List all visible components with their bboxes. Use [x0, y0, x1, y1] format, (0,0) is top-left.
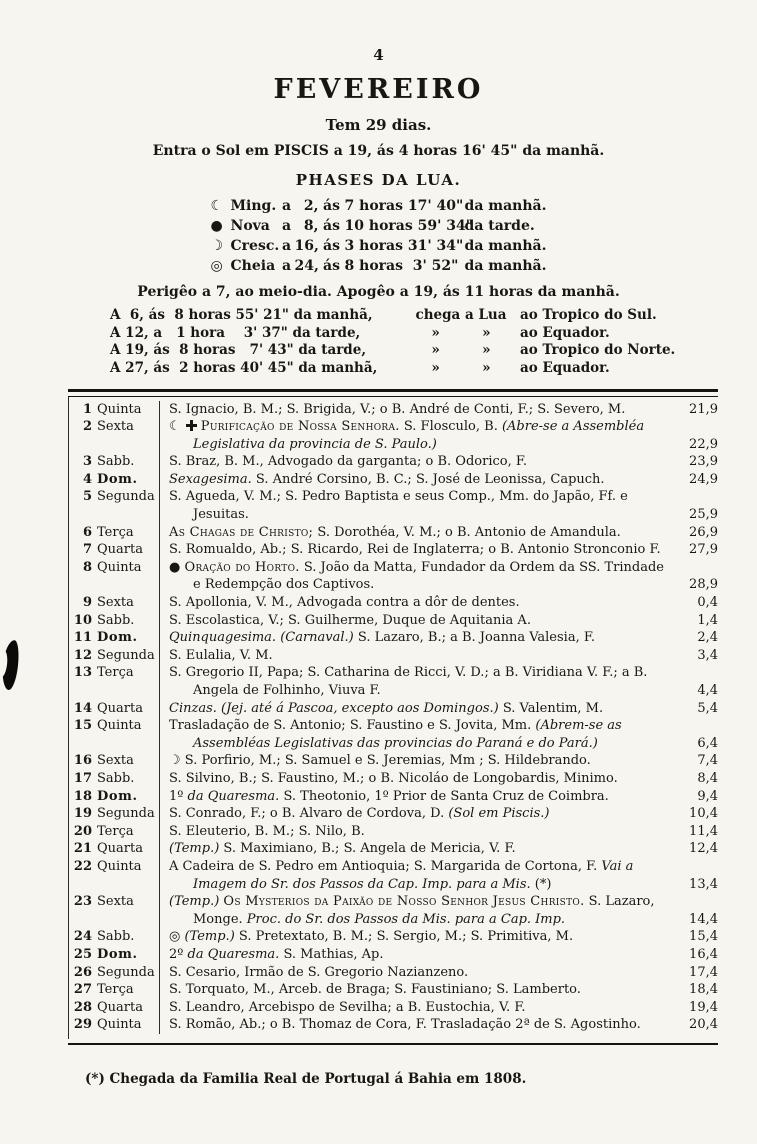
day-number: 26 — [73, 964, 92, 980]
moon-age-value: 18,4 — [689, 982, 718, 998]
entry-segment: Sexagesima. — [169, 471, 252, 487]
entry-segment: Trasladação de S. Antonio; S. Faustino e S. Jovita, Mm. — [169, 718, 536, 734]
day-entry — [159, 471, 718, 489]
position-time: A 6, ás 8 horas 55' 21" da manhã, — [110, 307, 373, 323]
day-number: 5 — [82, 489, 92, 505]
new-moon-icon: ● — [210, 218, 223, 234]
entry-segment: S. Flosculo, B. — [399, 419, 502, 435]
phase-day: 8, — [303, 218, 319, 234]
weekday-label: Terça — [97, 982, 134, 998]
table-row — [69, 981, 718, 999]
weekday-label: Sexta — [97, 894, 134, 910]
day-number: 11 — [73, 630, 92, 646]
moon-age-value: 13,4 — [689, 876, 718, 892]
table-row — [69, 559, 718, 594]
entry-segment: (Sol em Piscis.) — [448, 806, 550, 822]
weekday-label: Terça — [97, 823, 134, 839]
entry-segment: S. João da Matta, Fundador da Ordem da SS. Trindade e Redempção dos Captivos. — [193, 559, 664, 593]
weekday-label: Quarta — [97, 999, 143, 1015]
entry-segment: Quinquagesima. (Carnaval.) — [169, 630, 354, 646]
day-entry-text — [169, 541, 674, 559]
day-entry-text — [169, 858, 674, 893]
day-entry — [159, 524, 718, 542]
moon-age-value: 19,4 — [689, 999, 718, 1015]
entry-segment: S. Braz, B. M., Advogado da garganta; o B. Odorico, F. — [169, 454, 527, 470]
moon-age-value: 28,9 — [689, 577, 718, 593]
day-entry-text — [169, 612, 674, 630]
day-entry — [159, 559, 718, 594]
entry-segment: (Temp.) — [169, 894, 220, 910]
phase-day: 24, — [294, 258, 319, 274]
moon-age-value: 8,4 — [697, 770, 718, 786]
weekday-label: Quinta — [97, 401, 142, 417]
day-number: 29 — [73, 1017, 92, 1033]
day-number: 7 — [82, 542, 92, 558]
moon-position-line — [110, 360, 757, 378]
table-row — [69, 418, 718, 453]
day-number: 1 — [82, 401, 92, 417]
day-entry-text — [169, 717, 674, 752]
day-number: 9 — [82, 595, 92, 611]
calendar-table — [68, 389, 718, 1045]
entry-segment: Vai a Imagem do Sr. dos Passos da Cap. Imp. para a Mis. — [193, 858, 634, 892]
entry-segment: da Quaresma. — [187, 946, 280, 962]
phase-name: Nova — [230, 218, 270, 234]
entry-segment: S. Agueda, V. M.; S. Pedro Baptista e seus Comp., Mm. do Japão, Ff. e Jesuitas. — [169, 489, 628, 523]
table-row — [69, 541, 718, 559]
weekday-label: Segunda — [97, 964, 155, 980]
day-entry-text — [169, 559, 674, 594]
phase-time: 3 horas 31' 34" — [344, 238, 464, 254]
day-number: 6 — [82, 524, 92, 540]
table-row — [69, 664, 718, 699]
phase-name: Cresc. — [230, 238, 280, 254]
day-entry-text — [169, 664, 674, 699]
moon-age-value: 22,9 — [689, 436, 718, 452]
day-entry — [159, 805, 718, 823]
day-number: 27 — [73, 982, 92, 998]
day-entry-text — [169, 840, 674, 858]
position-ditto: chega a Lua — [415, 307, 507, 323]
day-entry-text — [169, 594, 674, 612]
moon-age-value: 0,4 — [697, 595, 718, 611]
phase-label-a: a — [281, 258, 292, 274]
phase-day: 2, — [303, 198, 319, 214]
sun-entry-line: Entra o Sol em PISCIS a 19, ás 4 horas 16' 45" da manhã. — [152, 143, 605, 159]
full-moon-icon: ◎ — [169, 929, 185, 945]
day-number: 24 — [73, 929, 92, 945]
entry-segment: A Cadeira de S. Pedro em Antioquia; S. Margarida de Cortona, F. — [169, 858, 602, 874]
day-entry-text — [169, 964, 674, 982]
moon-age-value: 20,4 — [689, 1017, 718, 1033]
day-number: 3 — [82, 454, 92, 470]
day-entry — [159, 858, 718, 893]
day-entry — [159, 488, 718, 523]
day-entry-text — [169, 524, 674, 542]
day-entry — [159, 752, 718, 770]
table-row — [69, 453, 718, 471]
table-row — [69, 946, 718, 964]
waning-moon-icon: ☾ — [210, 198, 224, 214]
day-entry — [159, 664, 718, 699]
day-entry-text — [169, 418, 674, 453]
new-moon-icon: ● — [169, 559, 185, 575]
day-entry — [159, 946, 718, 964]
position-ditto: » » — [431, 342, 491, 358]
table-row — [69, 858, 718, 893]
entry-segment: (*) — [530, 876, 552, 892]
first-quarter-moon-icon: ☽ — [210, 238, 224, 254]
entry-segment: S. André Corsino, B. C.; S. José de Leonissa, Capuch. — [251, 471, 605, 487]
weekday-label: Segunda — [97, 489, 155, 505]
entry-segment: S. Theotonio, 1º Prior de Santa Cruz de Coimbra. — [279, 788, 609, 804]
entry-segment: Proc. do Sr. dos Passos da Mis. para a Cap. Imp. — [246, 911, 566, 927]
entry-segment: S. Eleuterio, B. M.; S. Nilo, B. — [169, 823, 365, 839]
ink-blot — [0, 639, 20, 690]
weekday-label: Segunda — [97, 806, 155, 822]
entry-segment: Os Mysterios da Paixão de Nosso Senhor Jesus Christo. — [223, 894, 585, 910]
phase-time: 10 horas 59' 34" — [344, 218, 474, 234]
moon-age-value: 9,4 — [697, 788, 718, 804]
day-number: 8 — [82, 559, 92, 575]
weekday-label: Quinta — [97, 858, 142, 874]
entry-segment: S. Romualdo, Ab.; S. Ricardo, Rei de Inglaterra; o B. Antonio Stronconio F. — [169, 542, 661, 558]
day-number: 12 — [73, 647, 92, 663]
moon-age-value: 25,9 — [689, 507, 718, 523]
moon-position-line — [110, 307, 757, 325]
page-number: 4 — [373, 46, 384, 64]
day-entry — [159, 788, 718, 806]
phase-name: Cheia — [230, 258, 276, 274]
day-entry-text — [169, 471, 674, 489]
moon-age-value: 3,4 — [697, 647, 718, 663]
weekday-label: Sabb. — [97, 770, 135, 786]
weekday-label: Sexta — [97, 419, 134, 435]
moon-age-value: 17,4 — [689, 964, 718, 980]
perigee-apogee-line: Perigêo a 7, ao meio-dia. Apogêo a 19, ás 11 horas da manhã. — [137, 284, 620, 300]
entry-segment: S. Escolastica, V.; S. Guilherme, Duque de Aquitania A. — [169, 612, 531, 628]
moon-age-value: 6,4 — [697, 735, 718, 751]
day-entry-text — [169, 788, 674, 806]
phase-suffix: da manhã. — [464, 238, 547, 254]
day-number: 19 — [73, 806, 92, 822]
day-entry-text — [169, 647, 674, 665]
day-entry-text — [169, 928, 674, 946]
entry-segment: S. Valentim, M. — [498, 700, 604, 716]
moon-age-value: 12,4 — [689, 841, 718, 857]
entry-segment: Purificação de Nossa Senhora. — [200, 419, 400, 435]
day-number: 22 — [73, 858, 92, 874]
entry-segment: S. Cesario, Irmão de S. Gregorio Nazianzeno. — [169, 964, 469, 980]
phase-suffix: da manhã. — [464, 198, 547, 214]
entry-segment: S. Leandro, Arcebispo de Sevilha; a B. Eustochia, V. F. — [169, 999, 526, 1015]
entry-segment: da Quaresma. — [187, 788, 280, 804]
moon-age-value: 14,4 — [689, 911, 718, 927]
table-row — [69, 840, 718, 858]
phase-suffix: da manhã. — [464, 258, 547, 274]
entry-segment: (Abrem-se as Assembléas Legislativas das provincias do Paraná e do Pará.) — [193, 718, 622, 751]
table-row — [69, 612, 718, 630]
day-entry — [159, 964, 718, 982]
day-entry — [159, 453, 718, 471]
table-row — [69, 964, 718, 982]
position-destination: ao Equador. — [520, 324, 610, 341]
moon-position-lines — [110, 307, 757, 377]
entry-segment: As Chagas de Christo; — [169, 524, 314, 540]
day-entry-text — [169, 752, 674, 770]
phase-time: 8 horas 3' 52" — [344, 258, 459, 274]
day-entry-text — [169, 893, 674, 928]
table-row — [69, 823, 718, 841]
day-entry-text — [169, 999, 674, 1017]
weekday-label: Terça — [97, 665, 134, 681]
moon-age-value: 7,4 — [697, 753, 718, 769]
day-entry — [159, 999, 718, 1017]
waning-moon-icon: ☾ — [169, 419, 185, 435]
month-title: FEVEREIRO — [273, 74, 484, 105]
entry-segment: 2º — [169, 946, 188, 962]
table-row — [69, 524, 718, 542]
table-row — [69, 629, 718, 647]
day-entry — [159, 770, 718, 788]
moon-position-line — [110, 342, 757, 360]
day-entry — [159, 629, 718, 647]
first-quarter-moon-icon: ☽ — [169, 753, 185, 769]
position-destination: ao Equador. — [520, 359, 610, 376]
day-entry — [159, 893, 718, 928]
table-row — [69, 752, 718, 770]
footnote: (*) Chegada da Familia Real de Portugal á Bahia em 1808. — [85, 1070, 527, 1087]
calendar-rows — [68, 397, 718, 1039]
day-number: 2 — [82, 419, 92, 435]
entry-segment: S. Conrado, F.; o B. Alvaro de Cordova, D. — [169, 806, 449, 822]
day-entry — [159, 401, 718, 419]
day-entry — [159, 541, 718, 559]
moon-phase-line — [211, 196, 547, 216]
entry-segment: S. Pretextato, B. M.; S. Sergio, M.; S. Primitiva, M. — [234, 929, 574, 945]
entry-segment: S. Gregorio II, Papa; S. Catharina de Ricci, V. D.; a B. Viridiana V. F.; a B. Angela de Folhinho, Viuva F. — [169, 665, 648, 698]
phase-label-as: ás — [323, 218, 340, 234]
moon-age-value: 16,4 — [689, 946, 718, 962]
table-row — [69, 647, 718, 665]
weekday-label: Sexta — [97, 753, 134, 769]
weekday-label: Sabb. — [97, 612, 135, 628]
cross-icon — [186, 420, 197, 431]
day-entry — [159, 1016, 718, 1034]
phase-suffix: da tarde. — [464, 218, 535, 234]
moon-phase-line — [211, 236, 547, 256]
table-row — [69, 770, 718, 788]
weekday-label: Sabb. — [97, 454, 135, 470]
entry-segment: (Temp.) — [169, 841, 220, 857]
moon-age-value: 10,4 — [689, 806, 718, 822]
entry-segment: 1º — [169, 788, 188, 804]
moon-age-value: 2,4 — [697, 630, 718, 646]
day-entry — [159, 981, 718, 999]
table-row — [69, 401, 718, 419]
weekday-label: Quinta — [97, 1017, 142, 1033]
day-number: 28 — [73, 999, 92, 1015]
day-entry — [159, 612, 718, 630]
phase-label-as: ás — [323, 238, 340, 254]
day-entry-text — [169, 629, 674, 647]
entry-segment: S. Apollonia, V. M., Advogada contra a dôr de dentes. — [169, 595, 520, 611]
phase-time: 7 horas 17' 40" — [344, 198, 464, 214]
entry-segment: (Temp.) — [184, 929, 235, 945]
weekday-label: Terça — [97, 524, 134, 540]
day-entry-text — [169, 981, 674, 999]
weekday-label: Dom. — [97, 946, 138, 962]
table-row — [69, 717, 718, 752]
position-time: A 19, ás 8 horas 7' 43" da tarde, — [110, 342, 367, 358]
position-ditto: » » — [431, 359, 491, 376]
moon-age-value: 5,4 — [697, 700, 718, 716]
day-number: 14 — [73, 700, 92, 716]
weekday-label: Segunda — [97, 647, 155, 663]
day-entry-text — [169, 401, 674, 419]
phase-label-a: a — [281, 198, 292, 214]
moon-position-line — [110, 325, 757, 343]
day-entry — [159, 418, 718, 453]
weekday-label: Sexta — [97, 595, 134, 611]
day-entry — [159, 840, 718, 858]
entry-segment: S. Dorothéa, V. M.; o B. Antonio de Amandula. — [313, 524, 621, 540]
day-entry-text — [169, 488, 674, 523]
position-destination: ao Tropico do Sul. — [520, 307, 657, 323]
table-row — [69, 788, 718, 806]
day-entry-text — [169, 823, 674, 841]
phase-label-a: a — [281, 218, 292, 234]
position-ditto: » » — [431, 324, 491, 341]
day-entry — [159, 823, 718, 841]
table-row — [69, 928, 718, 946]
table-row — [69, 1016, 718, 1034]
moon-age-value: 26,9 — [689, 524, 718, 540]
entry-segment: Cinzas. (Jej. até á Pascoa, excepto aos Domingos.) — [169, 700, 499, 716]
day-entry — [159, 700, 718, 718]
table-row — [69, 999, 718, 1017]
day-entry-text — [169, 453, 674, 471]
entry-segment: (Abre-se a Assembléa Legislativa da provincia de S. Paulo.) — [193, 419, 645, 452]
day-entry — [159, 717, 718, 752]
days-count: Tem 29 dias. — [325, 116, 432, 134]
weekday-label: Quarta — [97, 700, 143, 716]
weekday-label: Quarta — [97, 841, 143, 857]
phase-day: 16, — [294, 238, 319, 254]
entry-segment: S. Eulalia, V. M. — [169, 647, 273, 663]
moon-phases-list — [211, 196, 547, 276]
day-number: 25 — [73, 946, 92, 962]
entry-segment: S. Lazaro, B.; a B. Joanna Valesia, F. — [353, 630, 595, 646]
phase-label-a: a — [281, 238, 292, 254]
moon-phase-line — [211, 216, 547, 236]
day-number: 16 — [73, 753, 92, 769]
moon-age-value: 1,4 — [697, 612, 718, 628]
entry-segment: S. Maximiano, B.; S. Angela de Mericia, V. F. — [219, 841, 516, 857]
day-number: 4 — [82, 471, 92, 487]
entry-segment: S. Ignacio, B. M.; S. Brigida, V.; o B. André de Conti, F.; S. Severo, M. — [169, 401, 626, 417]
moon-age-value: 15,4 — [689, 929, 718, 945]
day-number: 10 — [73, 612, 92, 628]
moon-age-value: 23,9 — [689, 454, 718, 470]
entry-segment: S. Torquato, M., Arceb. de Braga; S. Faustiniano; S. Lamberto. — [169, 982, 581, 998]
table-bottom-rule — [68, 1043, 718, 1045]
entry-segment: S. Silvino, B.; S. Faustino, M.; o B. Nicoláo de Longobardis, Minimo. — [169, 770, 618, 786]
weekday-label: Dom. — [97, 471, 138, 487]
moon-age-value: 11,4 — [689, 823, 718, 839]
table-row — [69, 700, 718, 718]
entry-segment: S. Lazaro, Monge. — [193, 894, 655, 927]
weekday-label: Sabb. — [97, 929, 135, 945]
day-entry-text — [169, 700, 674, 718]
phase-label-as: ás — [323, 258, 340, 274]
day-number: 17 — [73, 770, 92, 786]
entry-segment: S. Romão, Ab.; o B. Thomaz de Cora, F. Trasladação 2ª de S. Agostinho. — [169, 1017, 641, 1033]
day-entry-text — [169, 770, 674, 788]
table-row — [69, 893, 718, 928]
day-number: 20 — [73, 823, 92, 839]
moon-age-value: 4,4 — [697, 683, 718, 698]
table-top-rule — [68, 389, 718, 397]
weekday-label: Quinta — [97, 718, 142, 734]
table-row — [69, 471, 718, 489]
day-number: 21 — [73, 841, 92, 857]
day-entry-text — [169, 1016, 674, 1034]
weekday-label: Dom. — [97, 788, 138, 804]
weekday-label: Quinta — [97, 559, 142, 575]
moon-phase-line — [211, 256, 547, 276]
position-time: A 12, a 1 hora 3' 37" da tarde, — [110, 324, 361, 341]
entry-segment: S. Mathias, Ap. — [279, 946, 384, 962]
position-time: A 27, ás 2 horas 40' 45" da manhã, — [110, 359, 378, 376]
moon-age-value: 21,9 — [689, 401, 718, 417]
moon-age-value: 27,9 — [689, 542, 718, 558]
day-number: 18 — [73, 788, 92, 804]
table-row — [69, 488, 718, 523]
entry-segment: Oração do Horto. — [184, 559, 300, 575]
day-entry — [159, 928, 718, 946]
day-number: 15 — [73, 718, 92, 734]
weekday-label: Dom. — [97, 630, 138, 646]
position-destination: ao Tropico do Norte. — [520, 342, 676, 358]
day-entry-text — [169, 805, 674, 823]
table-row — [69, 805, 718, 823]
day-entry — [159, 594, 718, 612]
moon-phases-heading: PHASES DA LUA. — [295, 171, 462, 189]
moon-age-value: 24,9 — [689, 471, 718, 487]
table-row — [69, 594, 718, 612]
weekday-label: Quarta — [97, 542, 143, 558]
phase-name: Ming. — [230, 198, 277, 214]
day-entry — [159, 647, 718, 665]
day-number: 23 — [73, 894, 92, 910]
entry-segment: S. Porfirio, M.; S. Samuel e S. Jeremias, Mm ; S. Hildebrando. — [184, 753, 591, 769]
full-moon-icon: ◎ — [210, 258, 223, 274]
day-entry-text — [169, 946, 674, 964]
phase-label-as: ás — [323, 198, 340, 214]
day-number: 13 — [73, 665, 92, 681]
